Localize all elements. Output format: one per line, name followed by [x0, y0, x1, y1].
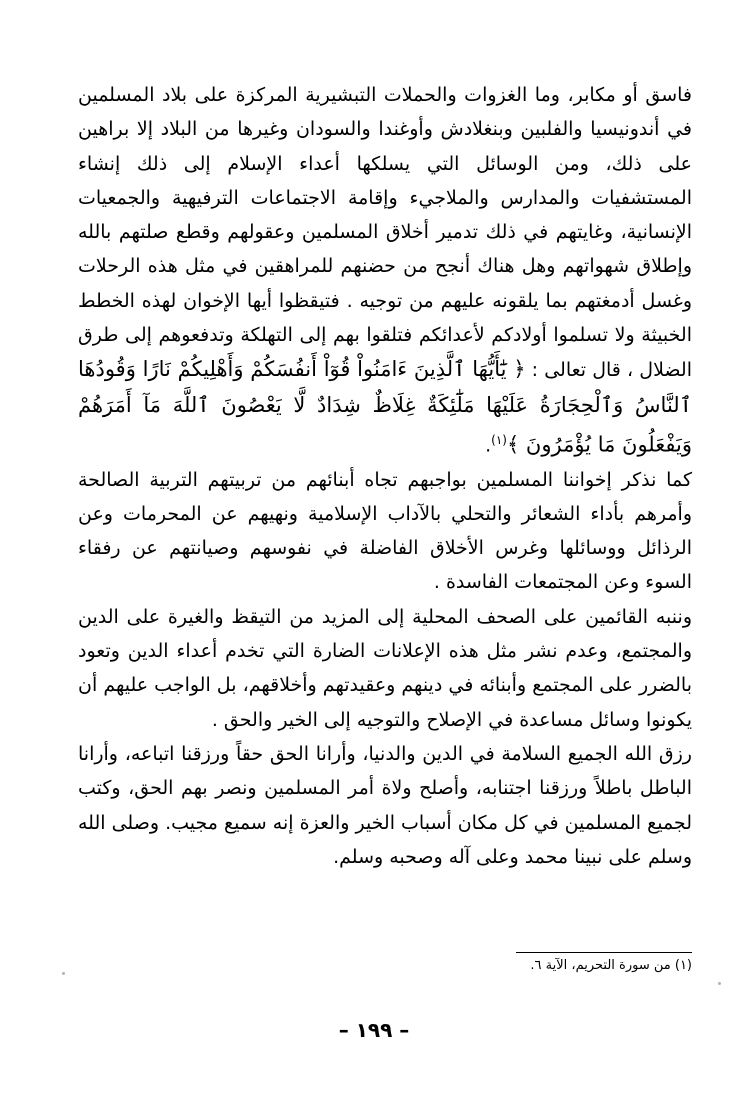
footnote: (١) من سورة التحريم، الآية ٦. [530, 958, 692, 973]
paragraph-3: وننبه القائمين على الصحف المحلية إلى المزيد من التيقظ والغيرة على الدين والمجتمع، وعدم نشر مثل هذه الإعلانات الضارة التي تخدم أعداء الدين وتعود بالضرر على المجتمع وأبنائه في دينهم وعقيدتهم وأخلاقهم، بل الواجب عليهم أن يكونوا وسائل مساعدة في الإصلاح والتوجيه إلى الخير والحق . [78, 605, 692, 731]
footnote-reference: (١) [491, 432, 507, 447]
scan-speck [62, 972, 65, 975]
page-number: – ١٩٩ – [338, 1018, 410, 1042]
paragraph-2: كما نذكر إخواننا المسلمين بواجبهم تجاه أبنائهم من تربيتهم التربية الصالحة وأمرهم بأداء الشعائر والتحلي بالآداب الإسلامية ونهيهم عن المحرمات وعن الرذائل ووسائلها وغرس الأخلاق الفاضلة في نفوسهم وصيانتهم عن رفقاء السوء وعن المجتمعات الفاسدة . [78, 468, 692, 594]
paragraph-1-text: فاسق أو مكابر، وما الغزوات والحملات التبشيرية المركزة على بلاد المسلمين في أندونيسيا والفلبين وبنغلادش وأوغندا والسودان وغيرها من البلاد إلا براهين على ذلك، ومن الوسائل التي يسلكها أعداء الإسلام إلى ذلك إنشاء المستشفيات والمدارس والملاجيء وإقامة الاجتماعات الترفيهية والجمعيات الإنسانية، وغايتهم في ذلك تدمير أخلاق المسلمين وعقولهم وقطع صلتهم بالله وإطلاق شهواتهم وهل هناك أنجح من حضنهم للمراهقين في مثل هذه الرحلات وغسل أدمغتهم بما يلقونه عليهم من توجيه . فتيقظوا أيها الإخوان لهذه الخطط الخبيثة ولا تسلموا أولادكم لأعدائكم فتلقوا بهم إلى التهلكة وتدفعوهم إلى طرق الضلال ، قال تعالى : [78, 84, 692, 382]
scan-speck [718, 982, 721, 985]
footnote-divider [516, 952, 692, 953]
paragraph-1 [78, 78, 692, 463]
verse-period: . [485, 434, 492, 457]
quran-verse: ﴿ يَٰٓأَيُّهَا ٱلَّذِينَ ءَامَنُواْ قُوٓاْ أَنفُسَكُمْ وَأَهْلِيكُمْ نَارًا وَقُودُهَا ٱلنَّاسُ وَٱلْحِجَارَةُ عَلَيْهَا مَلَٰٓئِكَةٌ غِلَاظٌ شِدَادٌ لَّا يَعْصُونَ ٱللَّهَ مَآ أَمَرَهُمْ وَيَفْعَلُونَ مَا يُؤْمَرُونَ ﴾ [78, 357, 692, 457]
paragraph-4: رزق الله الجميع السلامة في الدين والدنيا، وأرانا الحق حقاً ورزقنا اتباعه، وأرانا الباطل باطلاً ورزقنا اجتنابه، وأصلح ولاة أمر المسلمين ونصر بهم الحق، وكتب لجميع المسلمين في كل مكان أسباب الخير والعزة إنه سميع مجيب. وصلى الله وسلم على نبينا محمد وعلى آله وصحبه وسلم. [78, 742, 692, 868]
main-text [78, 78, 692, 874]
